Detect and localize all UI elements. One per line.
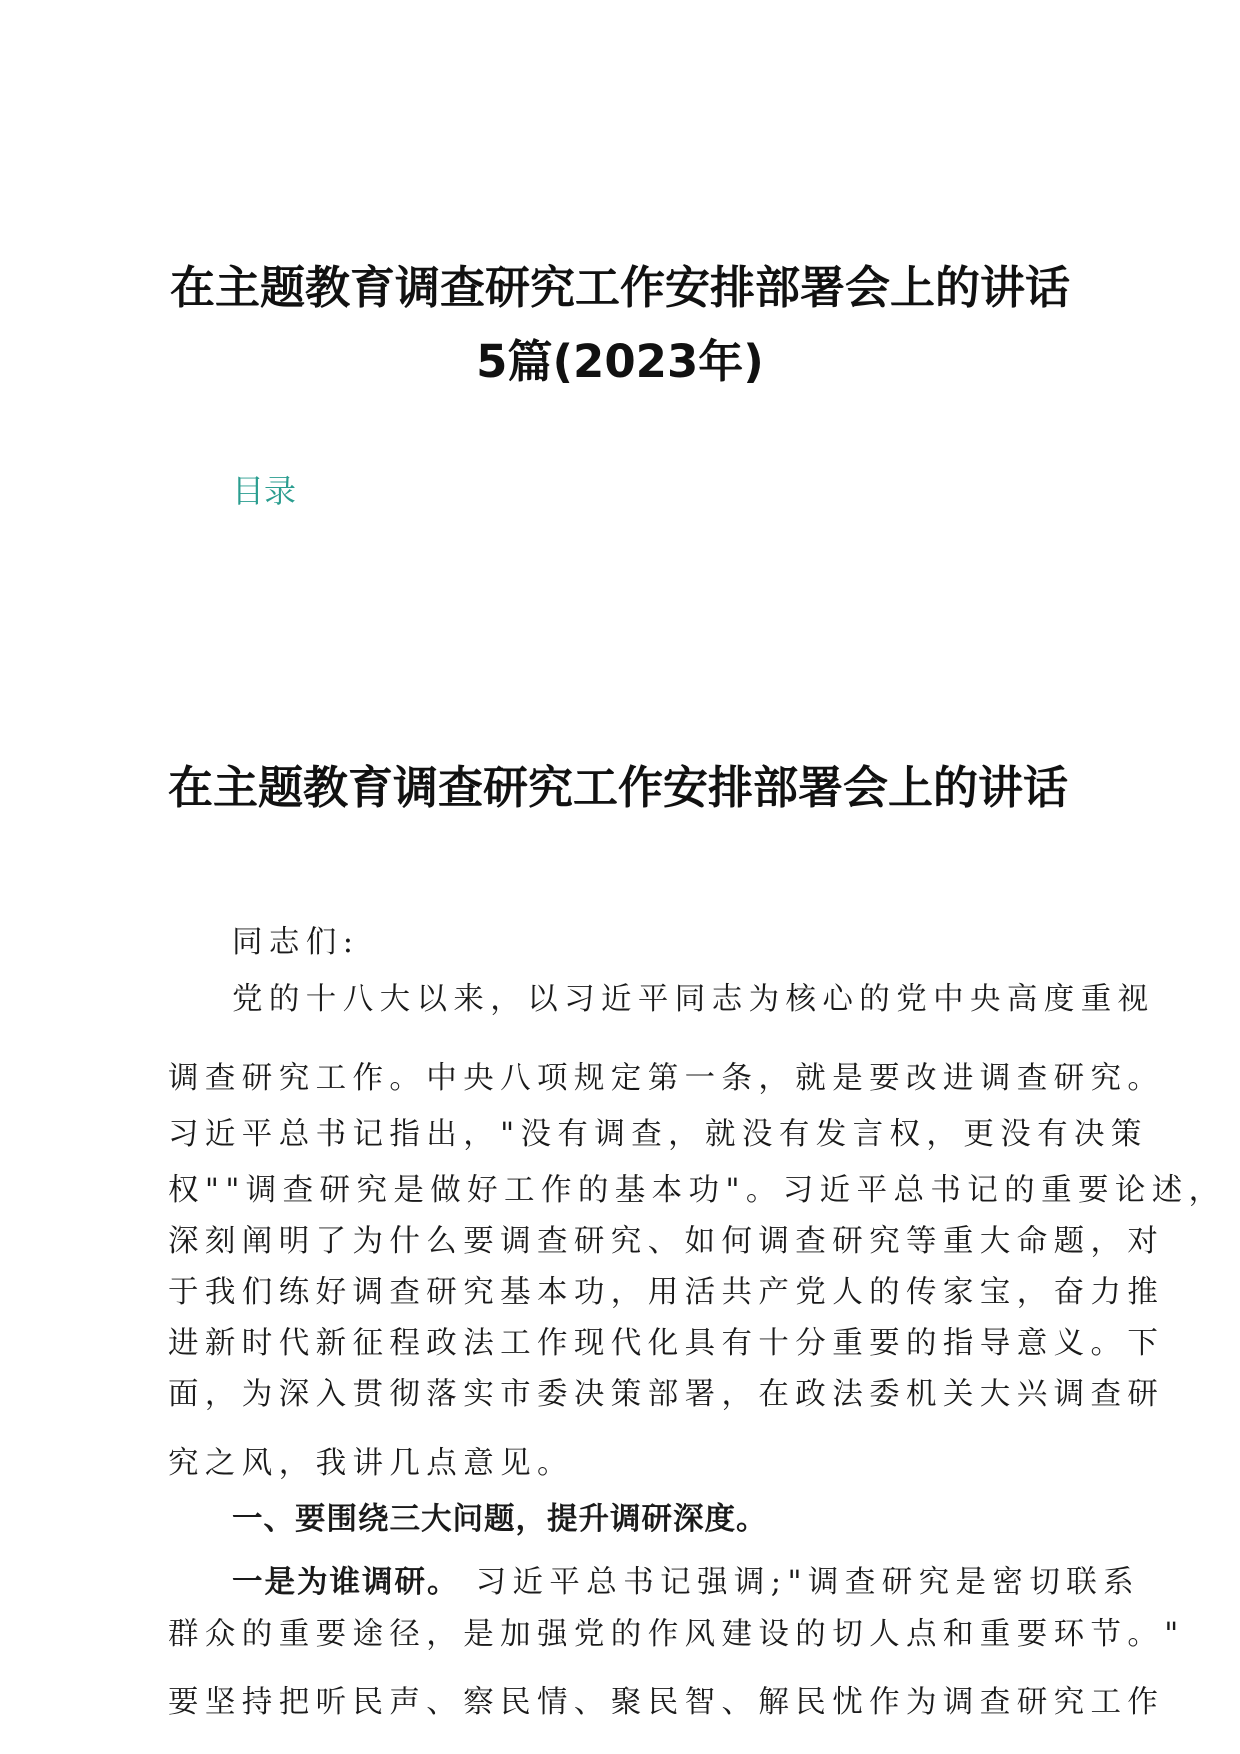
document-title-text-2: 5篇(2023年): [476, 335, 764, 388]
document-title-line-1: [140, 258, 1100, 318]
point-1-line-3: 要坚持把听民声、察民情、聚民智、解民忧作为调查研究工作: [168, 1685, 1165, 1720]
paragraph-1-line-6: 于我们练好调查研究基本功，用活共产党人的传家宝，奋力推: [168, 1275, 1165, 1310]
article-title: 在主题教育调查研究工作安排部署会上的讲话: [168, 761, 1069, 814]
paragraph-1-line-3: 习近平总书记指出，"没有调查，就没有发言权，更没有决策: [168, 1117, 1148, 1152]
paragraph-1-line-5: 深刻阐明了为什么要调查研究、如何调查研究等重大命题，对: [168, 1224, 1165, 1259]
point-1-line-1: [232, 1563, 1140, 1603]
table-of-contents-label[interactable]: 目录: [232, 472, 297, 510]
salutation: 同志们:: [232, 925, 360, 960]
document-title-line-2: [140, 332, 1100, 392]
paragraph-1-line-9: 究之风，我讲几点意见。: [168, 1446, 574, 1481]
paragraph-1-line-4: 权""调查研究是做好工作的基本功"。习近平总书记的重要论述，: [168, 1173, 1226, 1208]
paragraph-1-line-7: 进新时代新征程政法工作现代化具有十分重要的指导意义。下: [168, 1326, 1165, 1361]
paragraph-1-line-1: 党的十八大以来，以习近平同志为核心的党中央高度重视: [232, 982, 1155, 1017]
point-1-label: 一是为谁调研。: [232, 1565, 460, 1600]
section-heading-1: 一、要围绕三大问题，提升调研深度。: [232, 1502, 768, 1537]
point-1-line-2: 群众的重要途径，是加强党的作风建设的切人点和重要环节。": [168, 1617, 1185, 1652]
paragraph-1-line-8: 面，为深入贯彻落实市委决策部署，在政法委机关大兴调查研: [168, 1377, 1165, 1412]
paragraph-1-line-2: 调查研究工作。中央八项规定第一条，就是要改进调查研究。: [168, 1061, 1165, 1096]
document-title-text-1: 在主题教育调查研究工作安排部署会上的讲话: [169, 261, 1070, 314]
point-1-text-1: 习近平总书记强调;"调查研究是密切联系: [475, 1565, 1141, 1600]
